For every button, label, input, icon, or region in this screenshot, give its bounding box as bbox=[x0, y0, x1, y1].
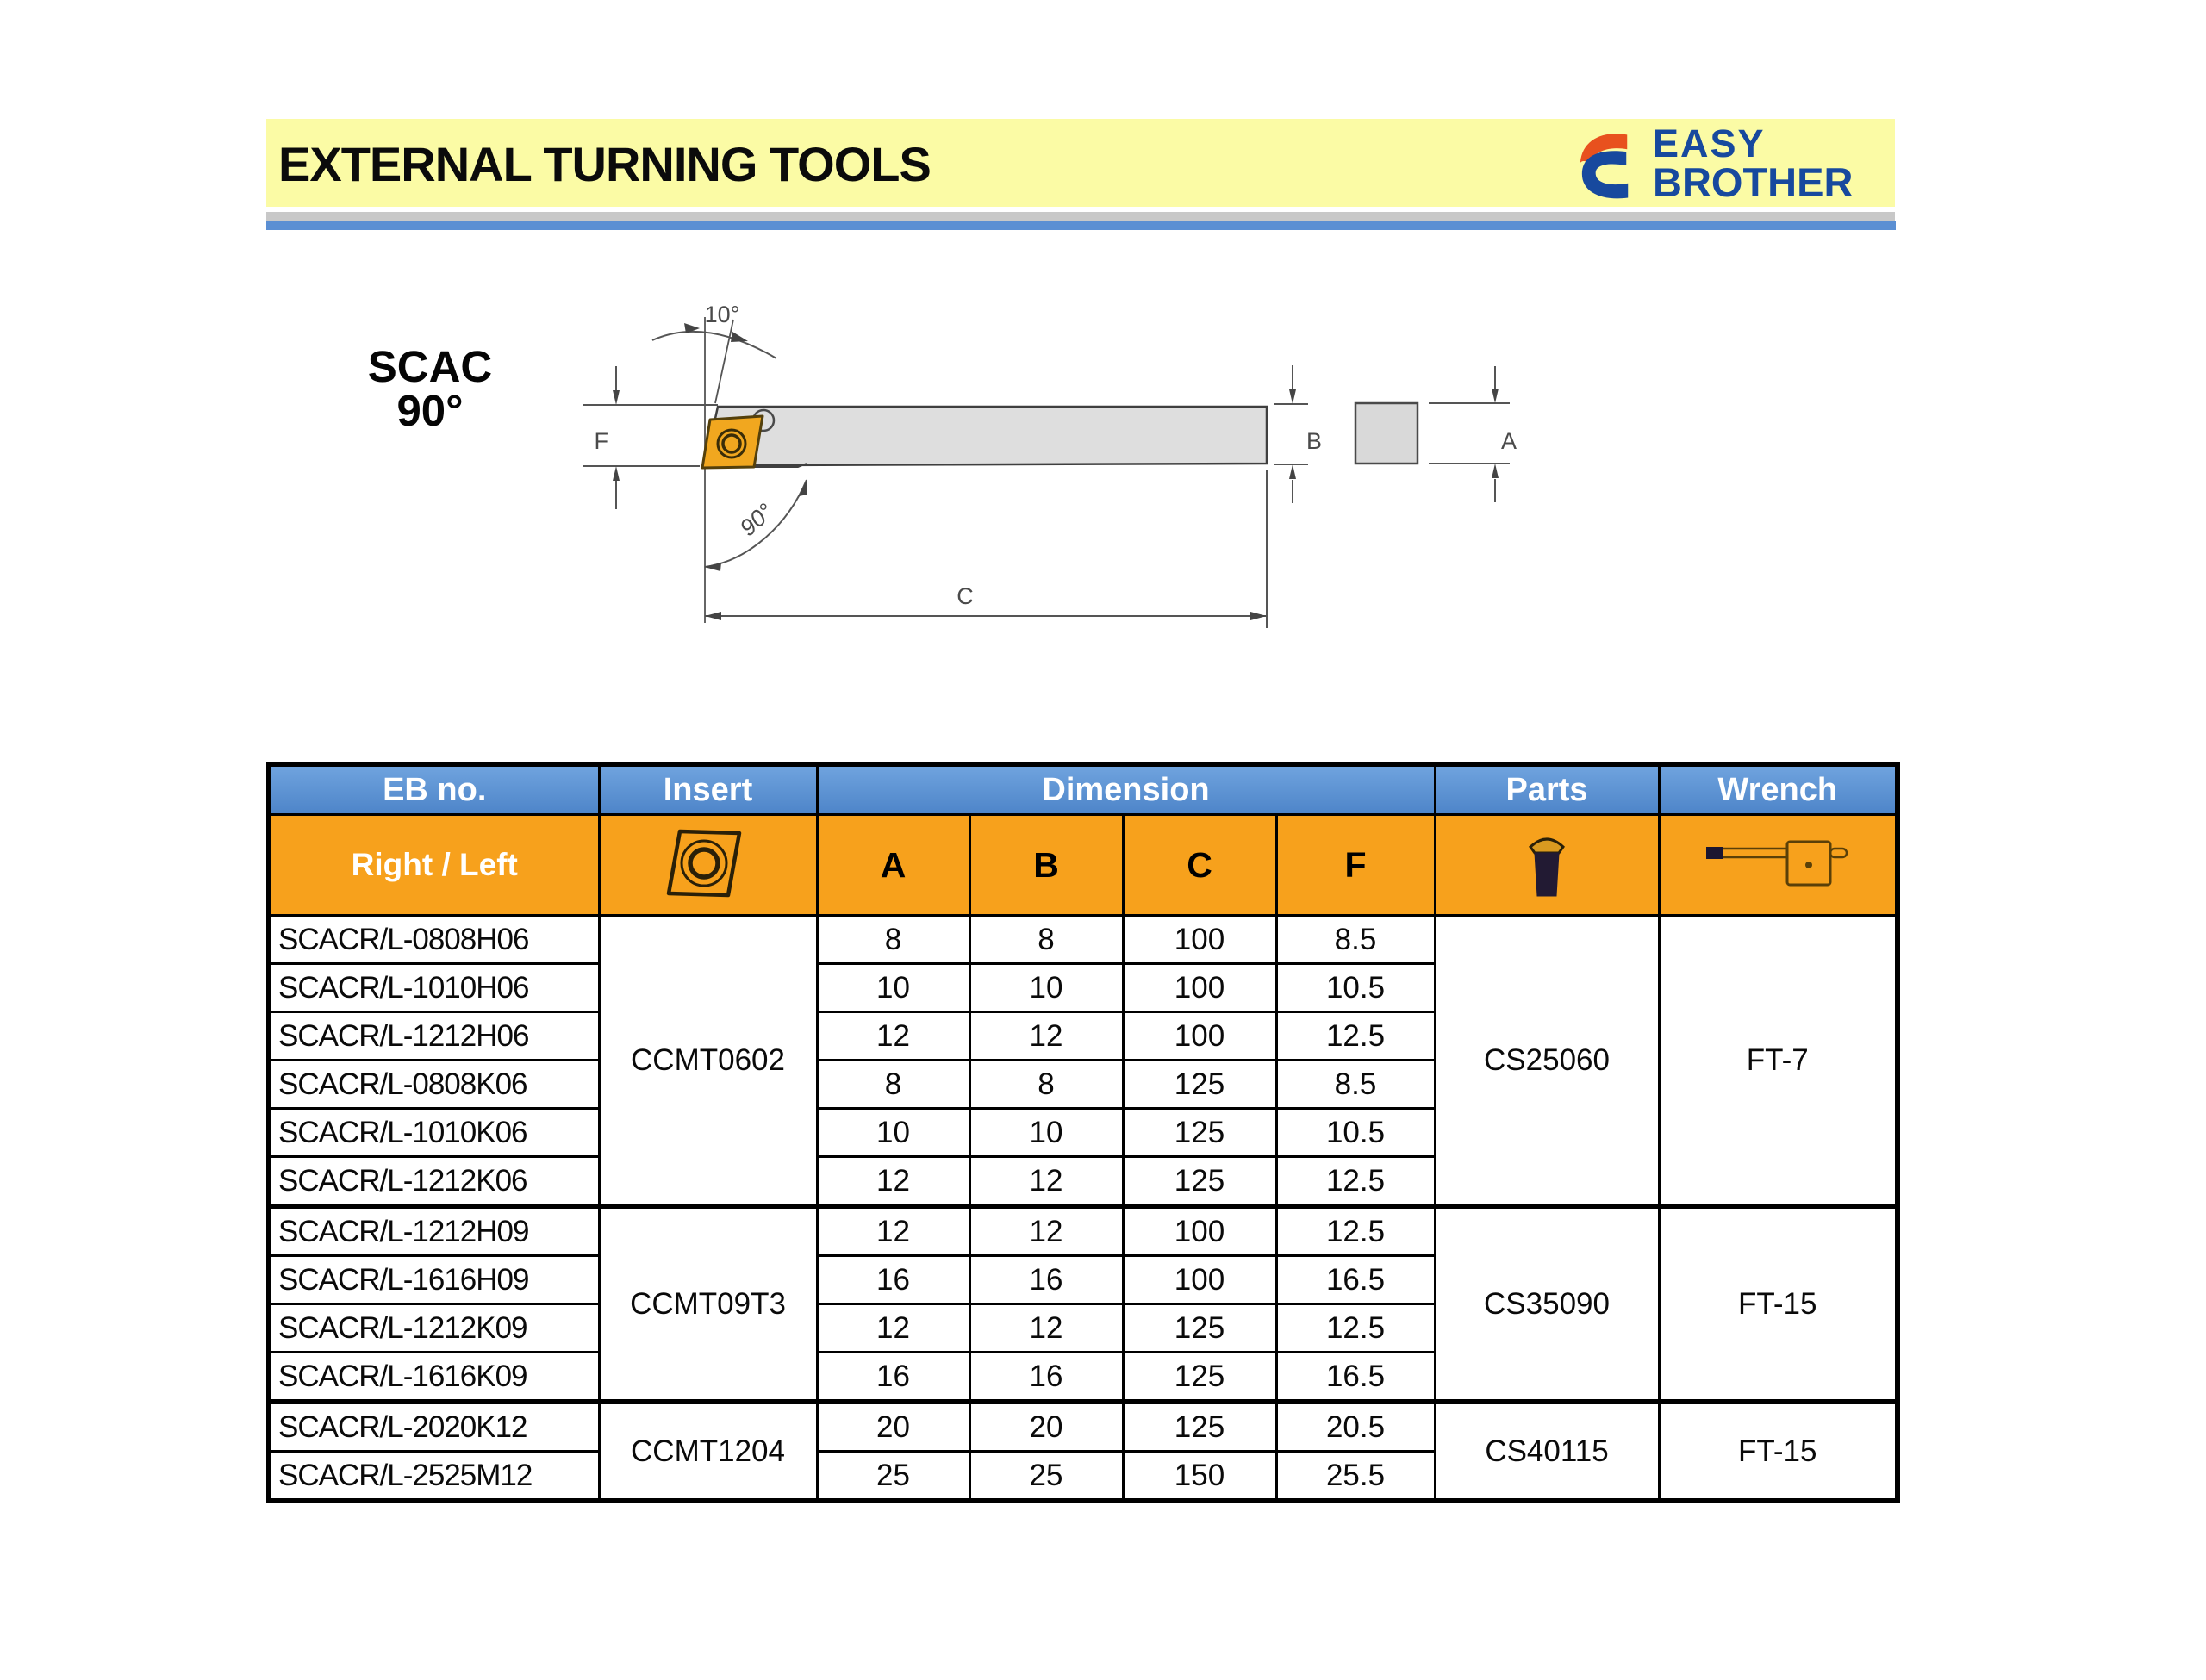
shank-end-view bbox=[1355, 403, 1418, 464]
dim-b-cell: 10 bbox=[969, 1109, 1123, 1157]
eb-no-cell: SCACR/L-0808K06 bbox=[269, 1061, 599, 1109]
dim-f-cell: 16.5 bbox=[1276, 1256, 1435, 1304]
insert-cell: CCMT0602 bbox=[599, 916, 817, 1207]
table-row bbox=[269, 916, 1898, 964]
eb-no-cell: SCACR/L-1010H06 bbox=[269, 964, 599, 1012]
col-header-dimension: Dimension bbox=[817, 764, 1435, 815]
dim-b-cell: 12 bbox=[969, 1012, 1123, 1061]
easy-brother-logo-icon bbox=[1572, 126, 1644, 202]
dim-f-cell: 8.5 bbox=[1276, 1061, 1435, 1109]
rake-angle-label: 10° bbox=[704, 302, 740, 327]
dim-b-cell: 12 bbox=[969, 1206, 1123, 1256]
dim-f-cell: 16.5 bbox=[1276, 1353, 1435, 1403]
dim-c-cell: 100 bbox=[1123, 964, 1276, 1012]
eb-no-cell: SCACR/L-0808H06 bbox=[269, 916, 599, 964]
brand-name bbox=[1653, 121, 1854, 205]
dim-f-cell: 20.5 bbox=[1276, 1402, 1435, 1452]
spec-table-container bbox=[266, 762, 1895, 1503]
brand-logo bbox=[1572, 122, 1899, 205]
dim-c-cell: 125 bbox=[1123, 1353, 1276, 1403]
eb-no-cell: SCACR/L-1212H06 bbox=[269, 1012, 599, 1061]
eb-no-cell: SCACR/L-1010K06 bbox=[269, 1109, 599, 1157]
dim-c-cell: 100 bbox=[1123, 916, 1276, 964]
eb-no-cell: SCACR/L-1616H09 bbox=[269, 1256, 599, 1304]
dim-a-cell: 16 bbox=[817, 1256, 969, 1304]
eb-no-cell: SCACR/L-2020K12 bbox=[269, 1402, 599, 1452]
tool-series-name: SCAC bbox=[367, 342, 493, 391]
col-header-eb-no: EB no. bbox=[269, 764, 599, 815]
dim-b-cell: 8 bbox=[969, 916, 1123, 964]
dim-b-label: B bbox=[1306, 428, 1323, 454]
parts-cell: CS25060 bbox=[1435, 916, 1659, 1207]
dim-b-cell: 12 bbox=[969, 1304, 1123, 1353]
dim-a-cell: 12 bbox=[817, 1012, 969, 1061]
dim-a-cell: 8 bbox=[817, 1061, 969, 1109]
wrench-cell: FT-15 bbox=[1659, 1206, 1898, 1402]
dim-b-cell: 10 bbox=[969, 964, 1123, 1012]
spec-table bbox=[266, 762, 1900, 1503]
dim-b-cell: 16 bbox=[969, 1256, 1123, 1304]
parts-icon-cell bbox=[1435, 815, 1659, 916]
lead-angle-label: 90° bbox=[734, 498, 779, 542]
dim-c-cell: 125 bbox=[1123, 1304, 1276, 1353]
wrench-icon bbox=[1704, 838, 1851, 888]
dim-b-cell: 20 bbox=[969, 1402, 1123, 1452]
dim-a-label: A bbox=[1501, 428, 1517, 454]
eb-no-cell: SCACR/L-1212H09 bbox=[269, 1206, 599, 1256]
dim-a-cell: 20 bbox=[817, 1402, 969, 1452]
dim-a-cell: 10 bbox=[817, 964, 969, 1012]
eb-no-cell: SCACR/L-1212K06 bbox=[269, 1157, 599, 1207]
dim-f-cell: 12.5 bbox=[1276, 1157, 1435, 1207]
dim-b-cell: 8 bbox=[969, 1061, 1123, 1109]
insert-cell: CCMT09T3 bbox=[599, 1206, 817, 1402]
brand-line-1: EASY bbox=[1653, 121, 1766, 165]
dim-c-label: C bbox=[957, 583, 974, 609]
parts-cell: CS35090 bbox=[1435, 1206, 1659, 1402]
dim-f-cell: 25.5 bbox=[1276, 1452, 1435, 1502]
page-title: EXTERNAL TURNING TOOLS bbox=[278, 137, 931, 191]
table-row bbox=[269, 1206, 1898, 1256]
eb-no-cell: SCACR/L-1212K09 bbox=[269, 1304, 599, 1353]
dim-a-cell: 12 bbox=[817, 1206, 969, 1256]
brand-line-2: BROTHER bbox=[1653, 159, 1854, 205]
banner-underline-blue bbox=[266, 221, 1896, 230]
dim-f-cell: 12.5 bbox=[1276, 1304, 1435, 1353]
wrench-icon-cell bbox=[1659, 815, 1898, 916]
table-row bbox=[269, 1402, 1898, 1452]
dim-c-cell: 125 bbox=[1123, 1157, 1276, 1207]
wrench-cell: FT-7 bbox=[1659, 916, 1898, 1207]
tool-series-angle: 90° bbox=[396, 386, 464, 435]
dim-c-cell: 125 bbox=[1123, 1109, 1276, 1157]
dim-f-label: F bbox=[594, 428, 608, 454]
shank-side-view bbox=[712, 407, 1267, 465]
banner-underline-gray bbox=[266, 212, 1895, 221]
dim-a-cell: 8 bbox=[817, 916, 969, 964]
dim-c-cell: 100 bbox=[1123, 1012, 1276, 1061]
table-body bbox=[269, 916, 1898, 1502]
eb-no-cell: SCACR/L-1616K09 bbox=[269, 1353, 599, 1403]
carbide-insert bbox=[702, 416, 763, 468]
dim-f-cell: 10.5 bbox=[1276, 1109, 1435, 1157]
insert-icon-cell bbox=[599, 815, 817, 916]
dim-b-cell: 16 bbox=[969, 1353, 1123, 1403]
col-subheader-f: F bbox=[1276, 815, 1435, 916]
dim-a-cell: 10 bbox=[817, 1109, 969, 1157]
dim-c-cell: 150 bbox=[1123, 1452, 1276, 1502]
dim-f-cell: 12.5 bbox=[1276, 1206, 1435, 1256]
screw-icon bbox=[1527, 828, 1567, 899]
col-subheader-c: C bbox=[1123, 815, 1276, 916]
dim-b-cell: 25 bbox=[969, 1452, 1123, 1502]
tool-series-label bbox=[352, 342, 508, 435]
col-header-wrench: Wrench bbox=[1659, 764, 1898, 815]
dim-c-cell: 100 bbox=[1123, 1256, 1276, 1304]
eb-no-cell: SCACR/L-2525M12 bbox=[269, 1452, 599, 1502]
dim-b-cell: 12 bbox=[969, 1157, 1123, 1207]
parts-cell: CS40115 bbox=[1435, 1402, 1659, 1501]
insert-cell: CCMT1204 bbox=[599, 1402, 817, 1501]
wrench-cell: FT-15 bbox=[1659, 1402, 1898, 1501]
dim-f-cell: 10.5 bbox=[1276, 964, 1435, 1012]
header-row-main bbox=[269, 764, 1898, 815]
dim-c-cell: 125 bbox=[1123, 1402, 1276, 1452]
dim-f-cell: 8.5 bbox=[1276, 916, 1435, 964]
col-subheader-right-left: Right / Left bbox=[269, 815, 599, 916]
dim-c-cell: 125 bbox=[1123, 1061, 1276, 1109]
dim-a-cell: 16 bbox=[817, 1353, 969, 1403]
dim-a-cell: 12 bbox=[817, 1304, 969, 1353]
col-subheader-b: B bbox=[969, 815, 1123, 916]
tool-technical-drawing bbox=[560, 293, 1560, 638]
col-subheader-a: A bbox=[817, 815, 969, 916]
dim-a-cell: 25 bbox=[817, 1452, 969, 1502]
insert-icon bbox=[665, 824, 751, 903]
dim-f-cell: 12.5 bbox=[1276, 1012, 1435, 1061]
dim-c-cell: 100 bbox=[1123, 1206, 1276, 1256]
dim-a-cell: 12 bbox=[817, 1157, 969, 1207]
col-header-insert: Insert bbox=[599, 764, 817, 815]
col-header-parts: Parts bbox=[1435, 764, 1659, 815]
header-row-sub bbox=[269, 815, 1898, 916]
